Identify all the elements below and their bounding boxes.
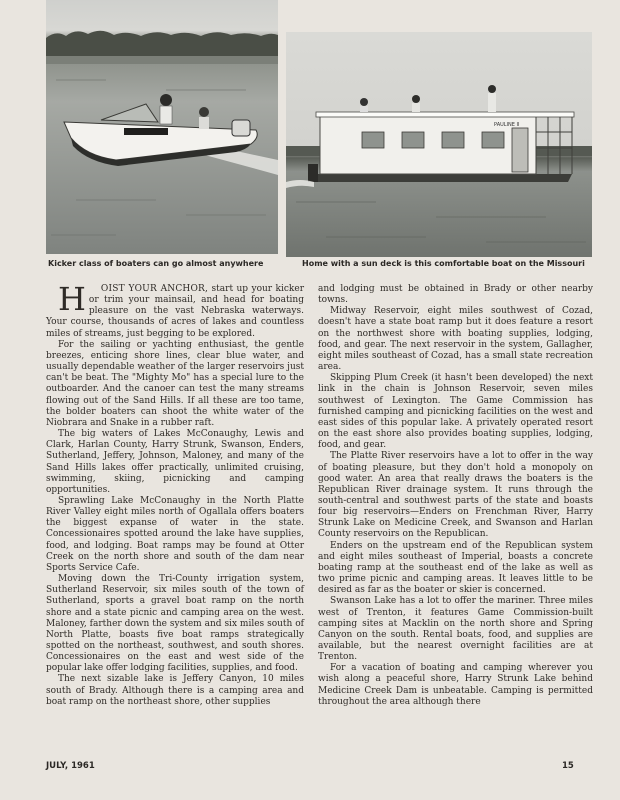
article-paragraph: The big waters of Lakes McConaughy, Lewis and Clark, Harlan County, Harry Strunk, Swanson, Enders, Sutherland, Jeffery, Johnson, Maloney, and many of the Sand Hills lakes offer practically, unlimited cruising, swimming, skiing, picnicking and camping opportunities. bbox=[46, 429, 304, 495]
article-paragraph: The next sizable lake is Jeffery Canyon, 10 miles south of Brady. Although there is a camping area and boat ramp on the northeast shore, other supplies bbox=[46, 674, 304, 707]
photo-caption-right: Home with a sun deck is this comfortable boat on the Missouri bbox=[302, 259, 585, 268]
page-number: 15 bbox=[562, 761, 574, 771]
speedboat-illustration bbox=[46, 0, 278, 254]
houseboat-name: PAULINE II bbox=[494, 122, 520, 128]
article-paragraph: The Platte River reservoirs have a lot to offer in the way of boating pleasure, but they don't hold a monopoly on good water. An area that really draws the boaters is the Republican River drainage system. It runs through the south-central and southwest parts of the state and boasts four big reservoirs—Enders on Frenchman River, Harry Strunk Lake on Medicine Creek, and Swanson and Harlan County reservoirs on the Republican. bbox=[318, 451, 593, 540]
lead-text: start up your kicker or trim your mainsail, and head for boating pleasure on the vast Nebraska waterways. Your course, thousands of acres of lakes and countless miles of streams, just begging to be explored. bbox=[46, 284, 305, 339]
photo-caption-left: Kicker class of boaters can go almost anywhere bbox=[48, 259, 264, 268]
lead-caps: OIST YOUR ANCHOR, bbox=[100, 284, 209, 294]
article-paragraph: and lodging must be obtained in Brady or other nearby towns. bbox=[318, 284, 593, 306]
article-column-left bbox=[46, 280, 305, 708]
article-paragraph: Skipping Plum Creek (it hasn't been developed) the next link in the chain is Johnson Reservoir, seven miles southwest of Lexington. The Game Commission has furnished camping and picnicking facilities on the west and east sides of this popular lake. A privately operated resort on the east shore also provides boating supplies, lodging, food, and gear. bbox=[318, 373, 593, 451]
article-paragraph: For the sailing or yachting enthusiast, the gentle breezes, enticing shore lines, clear blue water, and usually dependable weather of the larger reservoirs just can't be beat. The "Mighty Mo" has a special lure to the outboarder. And the canoer can test the many streams flowing out of the Sand Hills. If all these are too tame, the bolder boaters can shoot the white water of the Niobrara and Snake in a rubber raft. bbox=[46, 339, 304, 428]
drop-cap: H bbox=[58, 280, 86, 318]
article-paragraph: Moving down the Tri-County irrigation system, Sutherland Reservoir, six miles south of the town of Sutherland, sports a gravel boat ramp on the north shore and a state picnic and camping area on the west. Maloney, farther down the system and six miles south of North Platte, boasts five boat ramps strategically spotted on the northeast, southwest, and south shores. Concessionaires on the east and west side of the popular lake offer lodging facilities, supplies, and food. bbox=[46, 574, 304, 674]
houseboat-illustration bbox=[286, 32, 592, 257]
article-paragraph: Sprawling Lake McConaughy in the North Platte River Valley eight miles north of Ogallala offers boaters the biggest expanse of water in the state. Concessionaires spotted around the lake have supplies, food, and lodging. Boat ramps may be found at Otter Creek on the north shore and south of the dam near Sports Service Cafe. bbox=[46, 495, 304, 573]
article-column-right bbox=[318, 284, 593, 708]
article-paragraph: For a vacation of boating and camping wherever you wish along a peaceful shore, Harry Strunk Lake behind Medicine Creek Dam is unbeatable. Camping is permitted throughout the area although there bbox=[318, 663, 593, 707]
article-paragraph: Enders on the upstream end of the Republican system and eight miles southeast of Imperial, boasts a concrete boating ramp at the southeast end of the lake as well as two prime picnic and camping areas. It leaves little to be desired as far as the boater or skier is concerned. bbox=[318, 540, 593, 596]
houseboat-photo bbox=[286, 32, 592, 257]
article-paragraph: Swanson Lake has a lot to offer the mariner. Three miles west of Trenton, it features Game Commission-built camping sites at Macklin on the north shore and Spring Canyon on the south. Rental boats, food, and supplies are available, but the nearest overnight facilities are at Trenton. bbox=[318, 596, 593, 663]
speedboat-photo bbox=[46, 0, 278, 254]
article-paragraph: Midway Reservoir, eight miles southwest of Cozad, doesn't have a state boat ramp but it does feature a resort on the northwest shore with boating supplies, lodging, food, and gear. The next reservoir in the system, Gallagher, eight miles southeast of Cozad, has a small state recreation area. bbox=[318, 306, 593, 373]
issue-date: JULY, 1961 bbox=[46, 761, 95, 771]
article-lead-paragraph bbox=[46, 280, 305, 340]
